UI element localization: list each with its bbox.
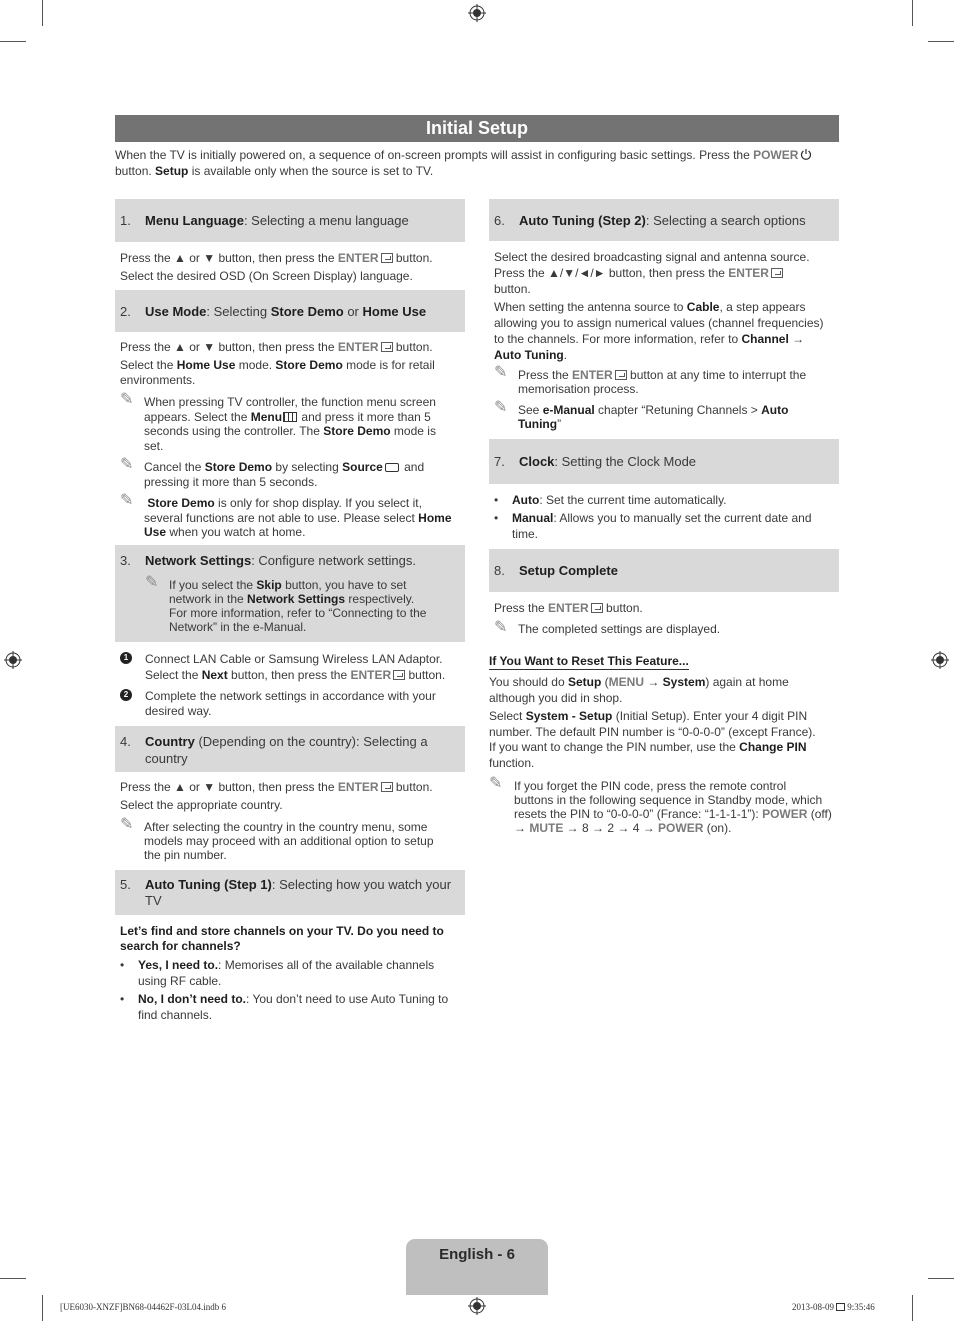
registration-mark-icon (468, 4, 486, 22)
enter-icon (591, 603, 603, 613)
page-number: English - 6 (439, 1246, 515, 1263)
section-6-body: Select the desired broadcasting signal and antenna source. Press the ▲/▼/◄/► button, then press the ENTER button. When setting the antenna source to Cable, a step appears allowing you to assign numerical values (channel frequencies) to the channels. For more information, refer to Channel → Auto Tuning. (494, 250, 824, 362)
page-title: Initial Setup (425, 118, 528, 138)
note: ✎ If you forget the PIN code, press the remote control buttons in the following sequence in Standby mode, which resets the PIN to “0-0-0-0” (France: “1-1-1-1”): POWER (off) → MUTE → 8 → 2 → 4 → POWER (on). (489, 775, 832, 835)
section-2-body: Press the ▲ or ▼ button, then press the ENTER button. Select the Home Use mode. Store Demo mode is for retail environments. (120, 340, 435, 387)
enter-icon (393, 670, 405, 680)
note: ✎ Cancel the Store Demo by selecting Source and pressing it more than 5 seconds. (120, 456, 425, 489)
pencil-note-icon: ✎ (120, 391, 134, 408)
box-glyph-icon (836, 1303, 845, 1311)
pencil-note-icon: ✎ (494, 619, 508, 636)
note: ✎ When pressing TV controller, the function menu screen appears. Select the Menu and press it more than 5 seconds using the controller. The Store Demo mode is set. (120, 391, 436, 453)
note: ✎ See e-Manual chapter “Retuning Channels > Auto Tuning” (494, 399, 789, 431)
page-title-bar (115, 115, 839, 142)
list-item: • Auto: Set the current time automatically. (494, 493, 727, 507)
registration-mark-icon (468, 1297, 486, 1315)
print-file-info: [UE6030-XNZF]BN68-04462F-03L04.indb 6 (60, 1302, 226, 1312)
menu-icon (283, 412, 297, 422)
registration-mark-icon (4, 651, 22, 669)
power-icon (800, 148, 812, 160)
section-4-body: Press the ▲ or ▼ button, then press the ENTER button. Select the appropriate country. (120, 780, 433, 812)
list-item: • Manual: Allows you to manually set the current date and time. (494, 511, 812, 541)
pencil-note-icon: ✎ (494, 399, 508, 416)
enter-icon (381, 782, 393, 792)
enter-icon (615, 370, 627, 380)
pencil-note-icon: ✎ (145, 574, 159, 591)
note: ✎ Store Demo is only for shop display. If you select it, several functions are not able to use. Please select Home Use when you watch at home. (120, 492, 452, 539)
list-item: • No, I don’t need to.: You don’t need to use Auto Tuning to find channels. (120, 992, 449, 1022)
source-icon (385, 463, 399, 472)
pencil-note-icon: ✎ (120, 456, 134, 473)
pencil-note-icon: ✎ (494, 364, 508, 381)
note: ✎ After selecting the country in the country menu, some models may proceed with an additional option to setup the pin number. (120, 816, 434, 862)
intro-paragraph: When the TV is initially powered on, a sequence of on-screen prompts will assist in configuring basic settings. Press the POWER button. Setup is available only when the source is set to TV. (115, 148, 845, 179)
enter-icon (771, 268, 783, 278)
pencil-note-icon: ✎ (489, 775, 503, 792)
reset-body: You should do Setup (MENU → System) again at home although you did in shop. Select System - Setup (Initial Setup). Enter your 4 digit PIN number. The default PIN number is “0-0-0-0” (except France). If you want to change the PIN number, use the Change PIN function. (489, 675, 816, 770)
note: ✎ Press the ENTER button at any time to interrupt the memorisation process. (494, 364, 807, 396)
enter-icon (381, 342, 393, 352)
page-number-tab (406, 1239, 548, 1295)
section-8-body: Press the ENTER button. (494, 601, 643, 615)
note: ✎ The completed settings are displayed. (494, 619, 721, 636)
pencil-note-icon: ✎ (120, 816, 134, 833)
list-item: • Yes, I need to.: Memorises all of the available channels using RF cable. (120, 958, 435, 988)
section-5-body: Let’s find and store channels on your TV. Do you need to search for channels? (120, 924, 444, 953)
print-timestamp: 2013-08-09 9:35:46 (792, 1302, 875, 1312)
pencil-note-icon: ✎ (120, 492, 134, 509)
section-1-body: Press the ▲ or ▼ button, then press the ENTER button. Select the desired OSD (On Screen Display) language. (120, 251, 433, 283)
reset-heading: If You Want to Reset This Feature... (489, 654, 689, 668)
network-step-2: 2 Complete the network settings in accordance with your desired way. (120, 689, 465, 719)
registration-mark-icon (931, 651, 949, 669)
note: ✎ If you select the Skip button, you have to set network in the Network Settings respectively. For more information, refer to “Connecting to the Network” in the e-Manual. (145, 574, 427, 634)
enter-icon (381, 253, 393, 263)
network-step-1: 1 Connect LAN Cable or Samsung Wireless LAN Adaptor. Select the Next button, then press the ENTER button. (120, 652, 465, 683)
